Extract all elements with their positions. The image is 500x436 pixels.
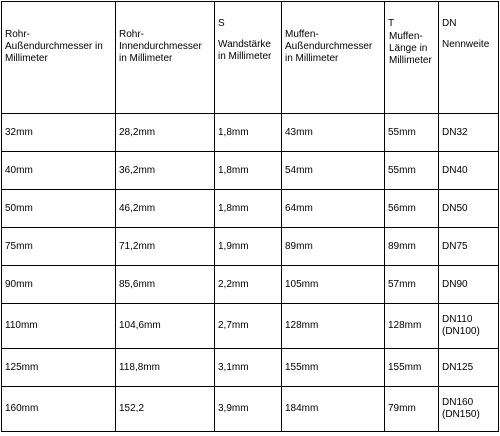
header-symbol: S [218, 18, 225, 29]
table-row [2, 266, 499, 304]
table-cell: 155mm [282, 349, 385, 387]
table-cell: 118,8mm [116, 349, 215, 387]
table-row [2, 387, 499, 432]
table-cell: DN110 (DN100) [439, 304, 499, 349]
header-symbol: DN [442, 18, 457, 29]
table-row [2, 152, 499, 190]
header-label: Rohr- Innendurchmesser in Millimeter [119, 29, 202, 64]
table-cell: 1,9mm [215, 228, 282, 266]
pipe-dimensions-table-wrapper [1, 1, 498, 435]
table-row [2, 304, 499, 349]
header-wall-thickness [215, 2, 282, 114]
table-cell: DN125 [439, 349, 499, 387]
table-row [2, 114, 499, 152]
table-cell: 1,8mm [215, 152, 282, 190]
table-cell: 43mm [282, 114, 385, 152]
table-cell: 110mm [2, 304, 116, 349]
table-cell: 89mm [282, 228, 385, 266]
table-cell: 54mm [282, 152, 385, 190]
table-cell: 90mm [2, 266, 116, 304]
table-cell: 3,1mm [215, 349, 282, 387]
table-cell: 28,2mm [116, 114, 215, 152]
table-cell: DN90 [439, 266, 499, 304]
table-cell: DN75 [439, 228, 499, 266]
header-outer-diameter [2, 2, 116, 114]
header-nominal-size [439, 2, 499, 114]
table-cell: 3,9mm [215, 387, 282, 432]
table-row [2, 228, 499, 266]
table-cell: 104,6mm [116, 304, 215, 349]
pipe-dimensions-table [1, 1, 499, 432]
table-cell: 89mm [385, 228, 439, 266]
header-label: Muffen- Länge in Millimeter [389, 31, 432, 66]
table-row [2, 190, 499, 228]
table-cell: 79mm [385, 387, 439, 432]
table-cell: DN160 (DN150) [439, 387, 499, 432]
table-cell: DN32 [439, 114, 499, 152]
table-cell: 71,2mm [116, 228, 215, 266]
table-cell: 2,7mm [215, 304, 282, 349]
table-cell: 55mm [385, 114, 439, 152]
table-cell: 75mm [2, 228, 116, 266]
table-cell: 36,2mm [116, 152, 215, 190]
header-label: Rohr- Außendurchmesser in Millimeter [5, 29, 103, 64]
table-cell: 40mm [2, 152, 116, 190]
header-symbol: T [388, 18, 395, 29]
table-cell: 2,2mm [215, 266, 282, 304]
table-header-row [2, 2, 499, 114]
table-cell: 155mm [385, 349, 439, 387]
table-cell: 55mm [385, 152, 439, 190]
table-cell: 128mm [385, 304, 439, 349]
table-cell: 105mm [282, 266, 385, 304]
table-cell: 160mm [2, 387, 116, 432]
table-cell: 46,2mm [116, 190, 215, 228]
table-cell: 85,6mm [116, 266, 215, 304]
header-label: Nennweite [442, 39, 490, 50]
table-cell: 32mm [2, 114, 116, 152]
table-cell: DN40 [439, 152, 499, 190]
table-cell: DN50 [439, 190, 499, 228]
table-cell: 56mm [385, 190, 439, 228]
table-cell: 50mm [2, 190, 116, 228]
table-cell: 57mm [385, 266, 439, 304]
header-socket-outer-diameter [282, 2, 385, 114]
table-cell: 184mm [282, 387, 385, 432]
table-cell: 64mm [282, 190, 385, 228]
table-cell: 1,8mm [215, 114, 282, 152]
header-label: Wandstärke in Millimeter [218, 39, 272, 62]
header-inner-diameter [116, 2, 215, 114]
table-cell: 125mm [2, 349, 116, 387]
table-cell: 1,8mm [215, 190, 282, 228]
header-label: Muffen- Außendurchmesser in Millimeter [285, 29, 373, 64]
table-cell: 128mm [282, 304, 385, 349]
header-socket-length [385, 2, 439, 114]
table-row [2, 349, 499, 387]
table-cell: 152,2 [116, 387, 215, 432]
